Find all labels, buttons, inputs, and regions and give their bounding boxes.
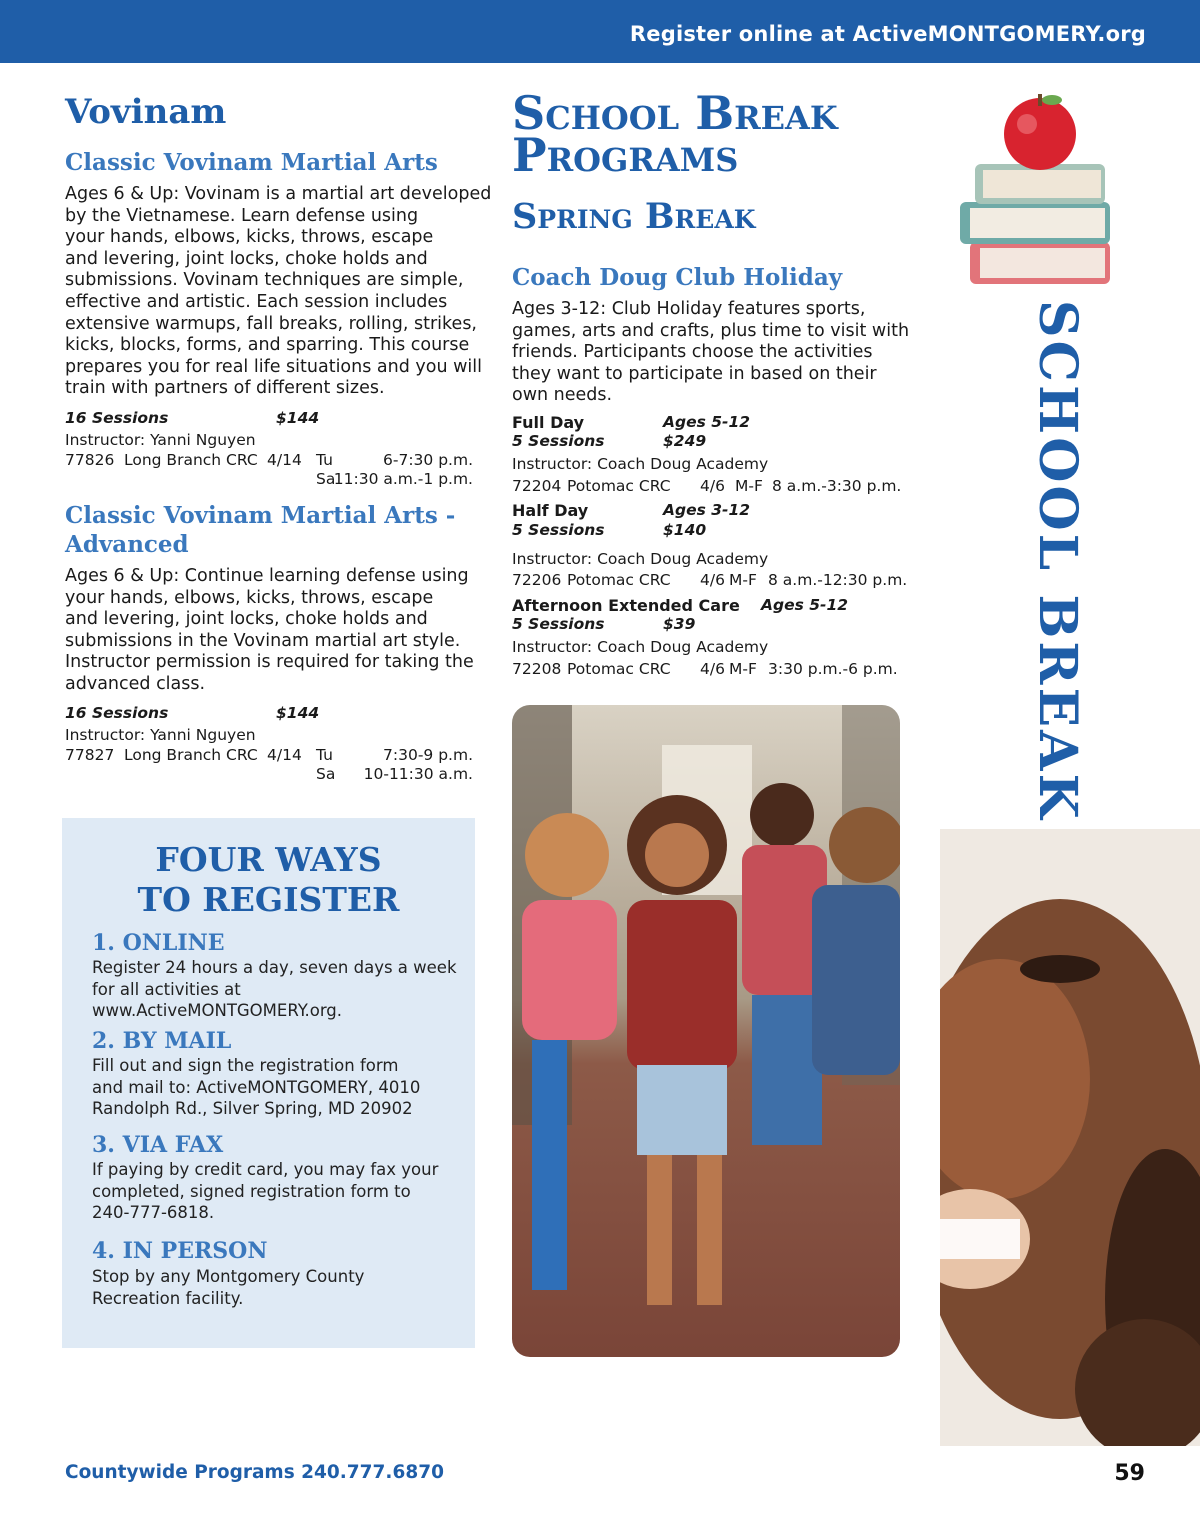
advanced-vovinam-description: Ages 6 & Up: Continue learning defense using your hands, elbows, kicks, throws, escape and levering, joint locks, choke holds and submissions in the Vovinam martial art style. Instructor permission is required for taking the advanced class.: [65, 566, 474, 694]
extended-care-instructor: Instructor: Coach Doug Academy: [512, 638, 769, 656]
spring-break-subtitle: Spring Break: [512, 196, 756, 237]
extended-care-course-number: 72208: [512, 660, 562, 678]
kids-running-photo: [512, 705, 900, 1357]
four-ways-title: FOUR WAYS TO REGISTER: [137, 840, 400, 919]
advanced-day-2: Sa: [316, 765, 336, 783]
classic-date: 4/14: [267, 451, 302, 469]
way-in-person-heading: 4. IN PERSON: [92, 1238, 268, 1264]
smiling-girl-photo: [940, 829, 1200, 1446]
top-banner: [0, 0, 1200, 63]
school-break-programs-title: School Break Programs: [512, 86, 838, 182]
full-day-days: M-F: [735, 477, 763, 495]
page-number: 59: [1114, 1461, 1145, 1486]
way-fax-heading: 3. VIA FAX: [92, 1132, 224, 1158]
classic-sessions: 16 Sessions: [65, 409, 169, 427]
advanced-day-1: Tu: [316, 746, 333, 764]
advanced-instructor: Instructor: Yanni Nguyen: [65, 726, 256, 744]
extended-care-name: Afternoon Extended Care: [512, 596, 740, 615]
half-day-instructor: Instructor: Coach Doug Academy: [512, 550, 769, 568]
half-day-sessions: 5 Sessions: [512, 521, 605, 539]
footer-contact: Countywide Programs 240.777.6870: [65, 1462, 444, 1483]
way-mail-heading: 2. BY MAIL: [92, 1028, 232, 1054]
classic-time-2: 11:30 a.m.-1 p.m.: [333, 470, 473, 488]
half-day-date: 4/6: [700, 571, 725, 589]
half-day-days: M-F: [729, 571, 757, 589]
four-ways-to-register-box: [62, 818, 475, 1348]
way-in-person-text: Stop by any Montgomery County Recreation facility.: [92, 1267, 365, 1308]
half-day-ages: Ages 3-12: [663, 501, 751, 519]
advanced-vovinam-title: Classic Vovinam Martial Arts - Advanced: [65, 502, 456, 558]
advanced-course-number: 77827: [65, 746, 115, 764]
classic-instructor: Instructor: Yanni Nguyen: [65, 431, 256, 449]
school-break-side-tab: SCHOOL BREAK: [1027, 300, 1088, 822]
advanced-location: Long Branch CRC: [124, 746, 258, 764]
classic-vovinam-title: Classic Vovinam Martial Arts: [65, 149, 438, 176]
advanced-time-2: 10-11:30 a.m.: [363, 765, 473, 783]
extended-care-time: 3:30 p.m.-6 p.m.: [768, 660, 898, 678]
way-online-text: Register 24 hours a day, seven days a week for all activities at www.ActiveMONTGOMERY.org.: [92, 958, 457, 1020]
classic-price: $144: [276, 409, 320, 427]
extended-care-sessions: 5 Sessions: [512, 615, 605, 633]
advanced-time-1: 7:30-9 p.m.: [383, 746, 473, 764]
classic-vovinam-description: Ages 6 & Up: Vovinam is a martial art developed by the Vietnamese. Learn defense using your hands, elbows, kicks, throws, escape and levering, joint locks, choke holds and submissions. Vovinam techniques are simple, effective and artistic. Each session includes extensive warmups, fall breaks, rolling, strikes, kicks, blocks, forms, and sparring. This course prepares you for real life situations and you will train with partners of different sizes.: [65, 184, 492, 399]
full-day-date: 4/6: [700, 477, 725, 495]
register-online-text: Register online at ActiveMONTGOMERY.org: [629, 22, 1146, 46]
extended-care-ages: Ages 5-12: [761, 596, 849, 614]
full-day-course-number: 72204: [512, 477, 562, 495]
half-day-location: Potomac CRC: [567, 571, 671, 589]
half-day-time: 8 a.m.-12:30 p.m.: [768, 571, 908, 589]
way-fax-text: If paying by credit card, you may fax your completed, signed registration form to 240-777-6818.: [92, 1160, 439, 1222]
half-day-name: Half Day: [512, 501, 589, 520]
classic-time-1: 6-7:30 p.m.: [383, 451, 473, 469]
extended-care-location: Potomac CRC: [567, 660, 671, 678]
classic-day-1: Tu: [316, 451, 333, 469]
extended-care-price: $39: [663, 615, 696, 633]
advanced-price: $144: [276, 704, 320, 722]
coach-doug-title: Coach Doug Club Holiday: [512, 264, 843, 291]
advanced-date: 4/14: [267, 746, 302, 764]
apple-on-books-illustration: [955, 92, 1130, 292]
full-day-ages: Ages 5-12: [663, 413, 751, 431]
coach-doug-description: Ages 3-12: Club Holiday features sports, games, arts and crafts, plus time to visit with friends. Participants choose the activities they want to participate in based on their own needs.: [512, 299, 910, 406]
half-day-course-number: 72206: [512, 571, 562, 589]
classic-location: Long Branch CRC: [124, 451, 258, 469]
half-day-price: $140: [663, 521, 707, 539]
full-day-price: $249: [663, 432, 707, 450]
classic-day-2: Sa: [316, 470, 336, 488]
full-day-time: 8 a.m.-3:30 p.m.: [772, 477, 902, 495]
extended-care-date: 4/6: [700, 660, 725, 678]
full-day-instructor: Instructor: Coach Doug Academy: [512, 455, 769, 473]
classic-course-number: 77826: [65, 451, 115, 469]
full-day-location: Potomac CRC: [567, 477, 671, 495]
full-day-name: Full Day: [512, 413, 585, 432]
way-online-heading: 1. ONLINE: [92, 930, 225, 956]
way-mail-text: Fill out and sign the registration form and mail to: ActiveMONTGOMERY, 4010 Randolph Rd., Silver Spring, MD 20902: [92, 1056, 421, 1118]
advanced-sessions: 16 Sessions: [65, 704, 169, 722]
vovinam-title: Vovinam: [65, 92, 227, 132]
extended-care-days: M-F: [729, 660, 757, 678]
full-day-sessions: 5 Sessions: [512, 432, 605, 450]
